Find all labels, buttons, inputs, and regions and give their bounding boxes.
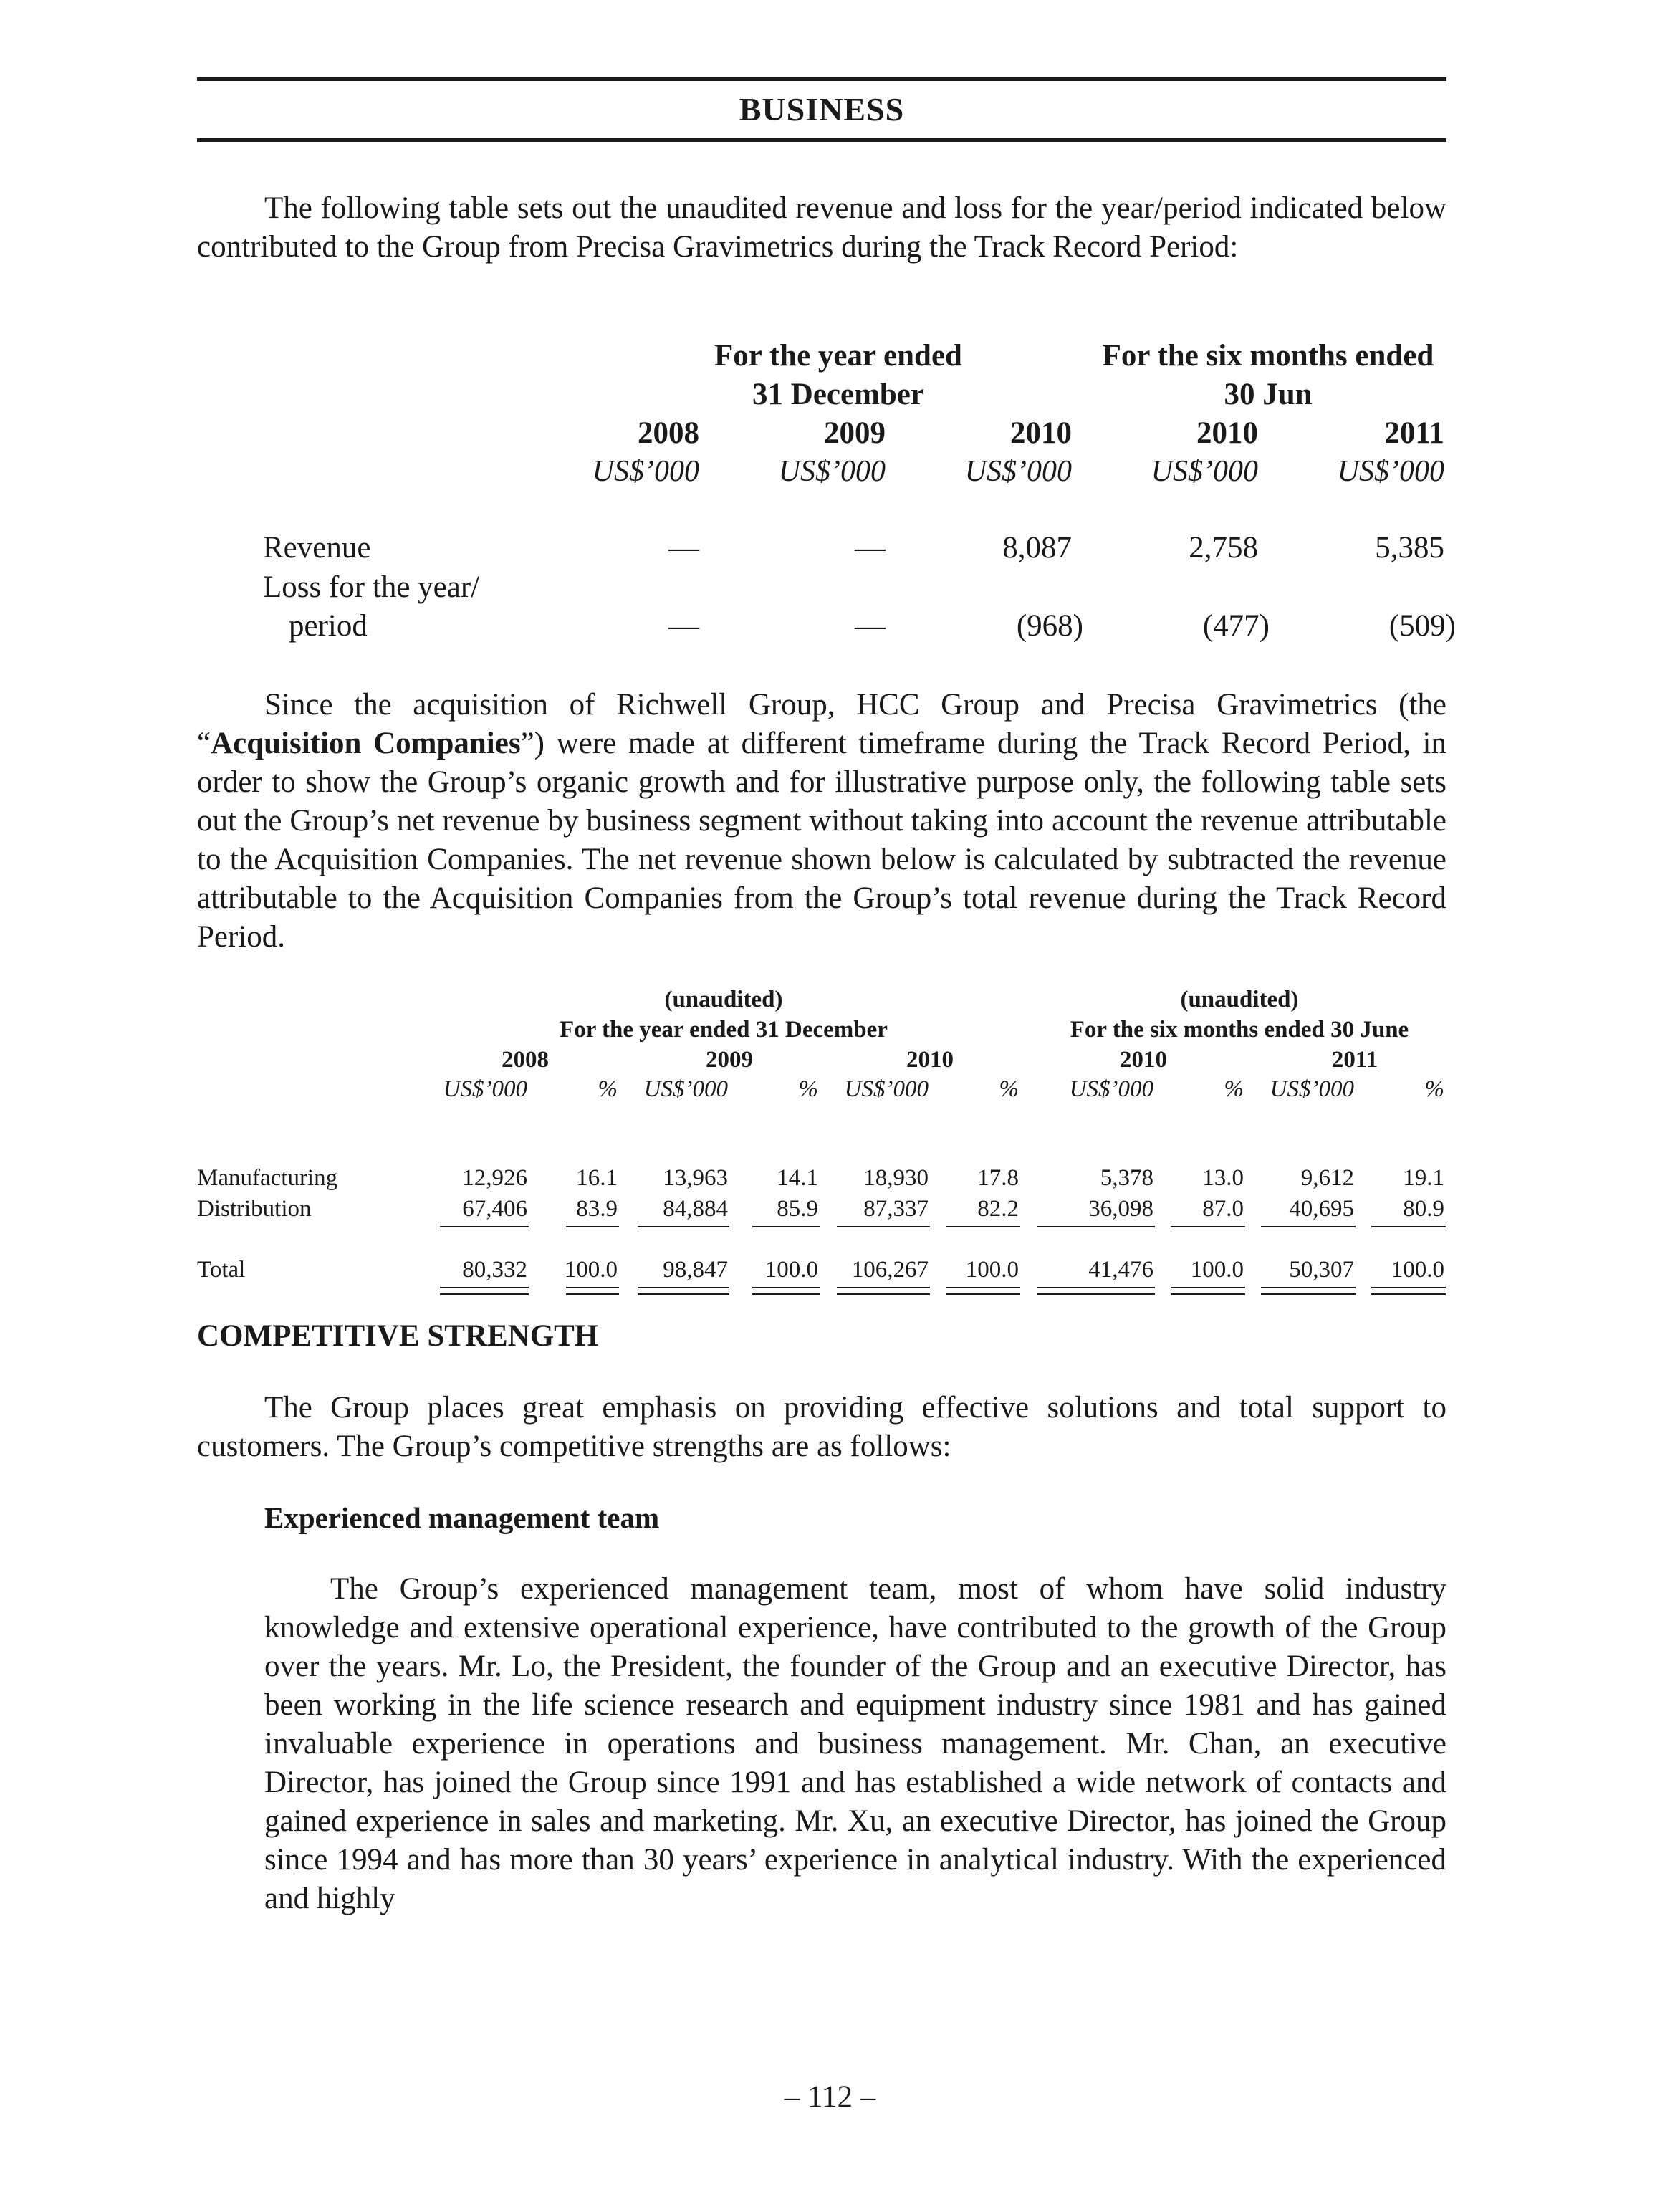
table2-total-double-underline: [752, 1293, 820, 1295]
acquisition-paragraph: [197, 686, 1446, 957]
table2-cell: 5,378: [1100, 1165, 1153, 1191]
table1-year-header: 2009: [824, 416, 886, 450]
table2-cell: 100.0: [764, 1257, 818, 1283]
table2-total-underline: [1171, 1287, 1245, 1288]
table2-cell: 100.0: [1391, 1257, 1444, 1283]
table1-cell: —: [668, 531, 699, 565]
table1-year-header: 2008: [638, 416, 699, 450]
table1-row-label-continued: period: [289, 609, 368, 643]
table2-subtotal-underline: [752, 1226, 820, 1227]
table2-year-header: 2010: [906, 1047, 954, 1073]
table2-cell: 13.0: [1202, 1165, 1244, 1191]
table2-cell: 100.0: [965, 1257, 1019, 1283]
table2-unaudited-label: (unaudited): [664, 987, 783, 1012]
table2-total-underline: [638, 1287, 729, 1288]
table2-cell: 14.1: [777, 1165, 818, 1191]
table2-pct-header: %: [798, 1076, 818, 1102]
table2-cell: 50,307: [1289, 1257, 1354, 1283]
page-number: – 112 –: [784, 2080, 876, 2114]
table2-total-double-underline: [638, 1293, 729, 1295]
table2-year-header: 2009: [706, 1047, 753, 1073]
table2-six-month-group-header: For the six months ended 30 June: [1070, 1017, 1409, 1043]
page-header-title: BUSINESS: [739, 91, 905, 128]
table2-subtotal-underline: [1171, 1226, 1245, 1227]
acquisition-companies-term: Acquisition Companies: [211, 727, 521, 760]
subsection-heading: Experienced management team: [264, 1501, 660, 1534]
table1-unit-header: US$’000: [964, 455, 1072, 488]
table2-subtotal-underline: [638, 1226, 729, 1227]
table1-cell: —: [855, 531, 886, 565]
table2-total-underline: [566, 1287, 619, 1288]
table2-row-label: Manufacturing: [197, 1165, 338, 1191]
table1-cell: 2,758: [1189, 531, 1258, 565]
table2-subtotal-underline: [1371, 1226, 1446, 1227]
header-top-rule: [197, 77, 1446, 81]
table2-cell: 40,695: [1289, 1196, 1354, 1222]
table2-cell: 36,098: [1088, 1196, 1153, 1222]
table2-subtotal-underline: [946, 1226, 1020, 1227]
table1-cell: (509): [1388, 609, 1456, 643]
table2-pct-header: %: [1224, 1076, 1244, 1102]
table2-total-double-underline: [566, 1293, 619, 1295]
table2-cell: 85.9: [777, 1196, 818, 1222]
table2-unit-header: US$’000: [643, 1076, 728, 1102]
table2-pct-header: %: [999, 1076, 1019, 1102]
table2-row-label: Distribution: [197, 1196, 312, 1222]
table2-unit-header: US$’000: [1069, 1076, 1153, 1102]
table2-cell: 41,476: [1088, 1257, 1153, 1283]
table1-cell: (968): [1016, 609, 1083, 643]
table1-year-header: 2010: [1196, 416, 1258, 450]
table1-unit-header: US$’000: [1151, 455, 1258, 488]
table1-unit-header: US$’000: [592, 455, 699, 488]
table1-cell: —: [668, 609, 699, 643]
table1-cell: 8,087: [1002, 531, 1072, 565]
table1-cell: —: [855, 609, 886, 643]
table2-unit-header: US$’000: [1270, 1076, 1354, 1102]
table1-unit-header: US$’000: [1337, 455, 1444, 488]
table2-total-double-underline: [946, 1293, 1020, 1295]
acquisition-paragraph-start: Since the acquisition of Richwell Group, HCC Group and Precisa Gravimetrics (the “: [197, 688, 1446, 760]
table2-year-header: 2010: [1120, 1047, 1167, 1073]
table2-unit-header: US$’000: [443, 1076, 527, 1102]
intro-paragraph: The following table sets out the unaudited revenue and loss for the year/period indicated below contributed to the Group from Precisa Gravimetrics during the Track Record Period:: [197, 191, 1446, 264]
table2-cell: 19.1: [1403, 1165, 1444, 1191]
table2-total-underline: [1037, 1287, 1155, 1288]
table2-total-underline: [946, 1287, 1020, 1288]
table2-cell: 87.0: [1202, 1196, 1244, 1222]
table2-total-double-underline: [1371, 1293, 1446, 1295]
table2-cell: 17.8: [977, 1165, 1019, 1191]
table2-year-header: 2011: [1331, 1047, 1378, 1073]
table2-total-double-underline: [1171, 1293, 1245, 1295]
table2-total-double-underline: [1037, 1293, 1155, 1295]
table2-unit-header: US$’000: [844, 1076, 929, 1102]
table2-unaudited-label: (unaudited): [1180, 987, 1299, 1012]
table1-year-header: 2011: [1384, 416, 1444, 450]
table2-total-underline: [752, 1287, 820, 1288]
competitive-strength-paragraph: The Group places great emphasis on providing effective solutions and total support to customers. The Group’s competitive strengths are as follows:: [197, 1391, 1446, 1463]
table2-total-underline: [1371, 1287, 1446, 1288]
table2-subtotal-underline: [1261, 1226, 1356, 1227]
table1-group-header-year-line2: 31 December: [752, 378, 924, 411]
table2-cell: 80.9: [1403, 1196, 1444, 1222]
table1-row-label: Revenue: [263, 531, 371, 565]
table2-cell: 16.1: [576, 1165, 618, 1191]
section-heading: COMPETITIVE STRENGTH: [197, 1319, 599, 1353]
table1-group-header-six-line2: 30 Jun: [1224, 378, 1313, 411]
table1-cell: (477): [1202, 609, 1270, 643]
table2-row-label: Total: [197, 1257, 246, 1283]
table2-cell: 80,332: [462, 1257, 527, 1283]
table1-group-header-six-line1: For the six months ended: [1102, 339, 1434, 373]
table2-cell: 82.2: [977, 1196, 1019, 1222]
table2-subtotal-underline: [566, 1226, 619, 1227]
header-bottom-rule: [197, 138, 1446, 142]
table2-cell: 100.0: [1190, 1257, 1244, 1283]
table2-cell: 67,406: [462, 1196, 527, 1222]
table2-cell: 87,337: [863, 1196, 929, 1222]
table2-cell: 83.9: [576, 1196, 618, 1222]
table1-group-header-year-line1: For the year ended: [714, 339, 962, 373]
table2-subtotal-underline: [837, 1226, 930, 1227]
table2-cell: 12,926: [462, 1165, 527, 1191]
table2-cell: 18,930: [863, 1165, 929, 1191]
table2-cell: 100.0: [564, 1257, 618, 1283]
table2-pct-header: %: [598, 1076, 618, 1102]
table2-total-double-underline: [837, 1293, 930, 1295]
table2-cell: 84,884: [663, 1196, 728, 1222]
table1-unit-header: US$’000: [778, 455, 886, 488]
table2-total-underline: [837, 1287, 930, 1288]
table2-total-double-underline: [440, 1293, 529, 1295]
table1-row-label: Loss for the year/: [263, 570, 480, 604]
table2-total-underline: [440, 1287, 529, 1288]
table2-total-double-underline: [1261, 1293, 1356, 1295]
table2-cell: 98,847: [663, 1257, 728, 1283]
table2-year-header: 2008: [502, 1047, 549, 1073]
table2-cell: 106,267: [851, 1257, 929, 1283]
table2-pct-header: %: [1424, 1076, 1444, 1102]
table2-subtotal-underline: [440, 1226, 529, 1227]
table1-year-header: 2010: [1010, 416, 1072, 450]
table2-cell: 9,612: [1300, 1165, 1354, 1191]
table2-cell: 13,963: [663, 1165, 728, 1191]
table2-year-group-header: For the year ended 31 December: [560, 1017, 888, 1043]
management-team-paragraph: The Group’s experienced management team, most of whom have solid industry knowledge and extensive operational experience, have contributed to the growth of the Group over the years. Mr. Lo, the President, the founder of the Group and an executive Director, has been working in the life science research and equipment industry since 1981 and has gained invaluable experience in operations and business management. Mr. Chan, an executive Director, has joined the Group since 1991 and has established a wide network of contacts and gained experience in sales and marketing. Mr. Xu, an executive Director, has joined the Group since 1994 and has more than 30 years’ experience in analytical industry. With the experienced and highly: [264, 1572, 1446, 1915]
acquisition-paragraph-rest: ”) were made at different timeframe during the Track Record Period, in order to show the Group’s organic growth and for illustrative purpose only, the following table sets out the Group’s net revenue by business segment without taking into account the revenue attributable to the Acquisition Companies. The net revenue shown below is calculated by subtracted the revenue attributable to the Acquisition Companies from the Group’s total revenue during the Track Record Period.: [197, 727, 1446, 954]
table1-cell: 5,385: [1375, 531, 1444, 565]
table2-total-underline: [1261, 1287, 1356, 1288]
table2-subtotal-underline: [1037, 1226, 1155, 1227]
